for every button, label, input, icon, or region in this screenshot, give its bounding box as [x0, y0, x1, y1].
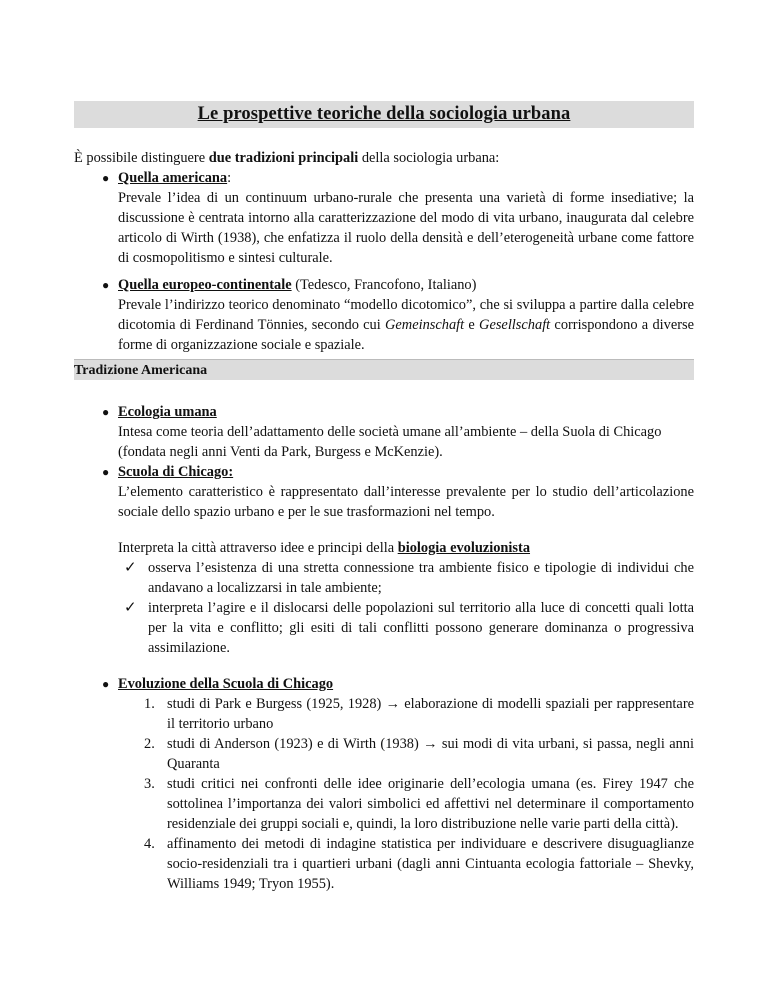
checkmark-icon: ✓ — [124, 560, 137, 576]
item-text: studi di Anderson (1923) e di Wirth (1938) → sui modi di vita urbani, si passa, negli anni Quaranta — [167, 736, 694, 772]
text-post: corrispondono a diverse forme di organizzazione sociale e spaziale. — [118, 317, 694, 353]
bullet-icon: ● — [102, 405, 110, 419]
item-text: L’elemento caratteristico è rappresentato dall’interesse prevalente per lo studio dell’articolazione sociale dello spazio urbano e per le sue trasformazioni nel tempo. — [118, 484, 694, 520]
item-text: affinamento dei metodi di indagine statistica per individuare e descrivere disuguaglianze socio-residenziali tra i quartieri urbani (dagli anni Cintuanta ecologia fattoriale – Shevky, Williams 1949; Tryon 1955). — [167, 836, 694, 892]
tradition-american — [74, 168, 694, 268]
bullet-icon: ● — [102, 171, 110, 185]
tradition-head: Quella europeo-continentale — [118, 277, 292, 293]
interpreta-block — [74, 538, 694, 658]
list-item — [74, 674, 694, 694]
interpreta-pre: Interpreta la città attraverso idee e principi della — [118, 540, 398, 556]
item-number: 4. — [144, 836, 155, 852]
tradition-head-suffix: (Tedesco, Francofono, Italiano) — [291, 277, 477, 293]
evolution-block — [74, 674, 694, 894]
item-text: studi di Park e Burgess (1925, 1928) → elaborazione di modelli spaziali per rappresentare il territorio urbano — [167, 696, 694, 732]
item-head: Evoluzione della Scuola di Chicago — [118, 676, 334, 692]
item-number: 2. — [144, 736, 155, 752]
check-item — [124, 598, 694, 658]
title-bar — [74, 101, 694, 128]
bullet-icon: ● — [102, 677, 110, 691]
text-mid: e — [464, 317, 480, 333]
text-pre: Prevale l’indirizzo teorico denominato “modello dicotomico”, che si sviluppa a partire dalla celebre dicotomia di Ferdinand Tönnies, secondo cui — [118, 297, 694, 333]
list-item — [74, 402, 694, 462]
tradition-head-suffix: : — [227, 170, 232, 186]
item-text: studi critici nei confronti delle idee originarie dell’ecologia umana (es. Firey 1947 che sottolinea l’importanza dei valori simbolici ed affettivi nel determinare il comportamento residenziale dei gruppi sociali e, quindi, la loro distribuzione nelle varie parti della città). — [167, 776, 694, 832]
item-text: Intesa come teoria dell’adattamento delle società umane all’ambiente – della Suola di Chicago (fondata negli anni Venti da Park, Burgess e McKenzie). — [118, 424, 662, 460]
bullet-icon: ● — [102, 278, 110, 292]
section-header — [74, 359, 694, 380]
check-text: interpreta l’agire e il dislocarsi delle popolazioni sul territorio alla luce di concetti quali lotta per la vita e conflitto; gli esiti di tali conflitti possono generare dominanza o progressiva assimilazione. — [148, 600, 694, 656]
numbered-item — [144, 694, 694, 734]
check-text: osserva l’esistenza di una stretta connessione tra ambiente fisico e tipologie di individui che andavano a localizzarsi in tale ambiente; — [148, 560, 694, 596]
numbered-item — [144, 734, 694, 774]
section-title: Tradizione Americana — [74, 363, 208, 378]
italic-term: Gemeinschaft — [385, 317, 465, 333]
american-list — [74, 402, 694, 522]
item-head: Ecologia umana — [118, 404, 217, 420]
item-number: 1. — [144, 696, 155, 712]
tradition-text — [118, 295, 694, 355]
numbered-item — [144, 774, 694, 834]
item-number: 3. — [144, 776, 155, 792]
page-title: Le prospettive teoriche della sociologia urbana — [197, 104, 571, 124]
intro-post: della sociologia urbana: — [358, 150, 500, 166]
italic-term: Gesellschaft — [479, 317, 551, 333]
tradition-european — [74, 275, 694, 355]
interpreta-bold: biologia evoluzionista — [397, 540, 531, 556]
intro-bold: due tradizioni principali — [208, 150, 359, 166]
checkmark-icon: ✓ — [124, 600, 137, 616]
list-item — [74, 462, 694, 522]
tradition-text: Prevale l’idea di un continuum urbano-rurale che presenta una varietà di forme insediative; la discussione è centrata intorno alla caratterizzazione del modo di vita urbano, inaugurata dal celebre articolo di Wirth (1938), che enfatizza il ruolo della densità e dell’eterogeneità urbane come fattore di cosmopolitismo e sintesi culturale. — [118, 190, 694, 266]
tradition-head: Quella americana — [118, 170, 228, 186]
intro-pre: È possibile distinguere — [74, 150, 209, 166]
bullet-icon: ● — [102, 465, 110, 479]
item-head: Scuola di Chicago: — [118, 464, 234, 480]
check-item — [124, 558, 694, 598]
intro-paragraph — [74, 148, 694, 355]
numbered-item — [144, 834, 694, 894]
